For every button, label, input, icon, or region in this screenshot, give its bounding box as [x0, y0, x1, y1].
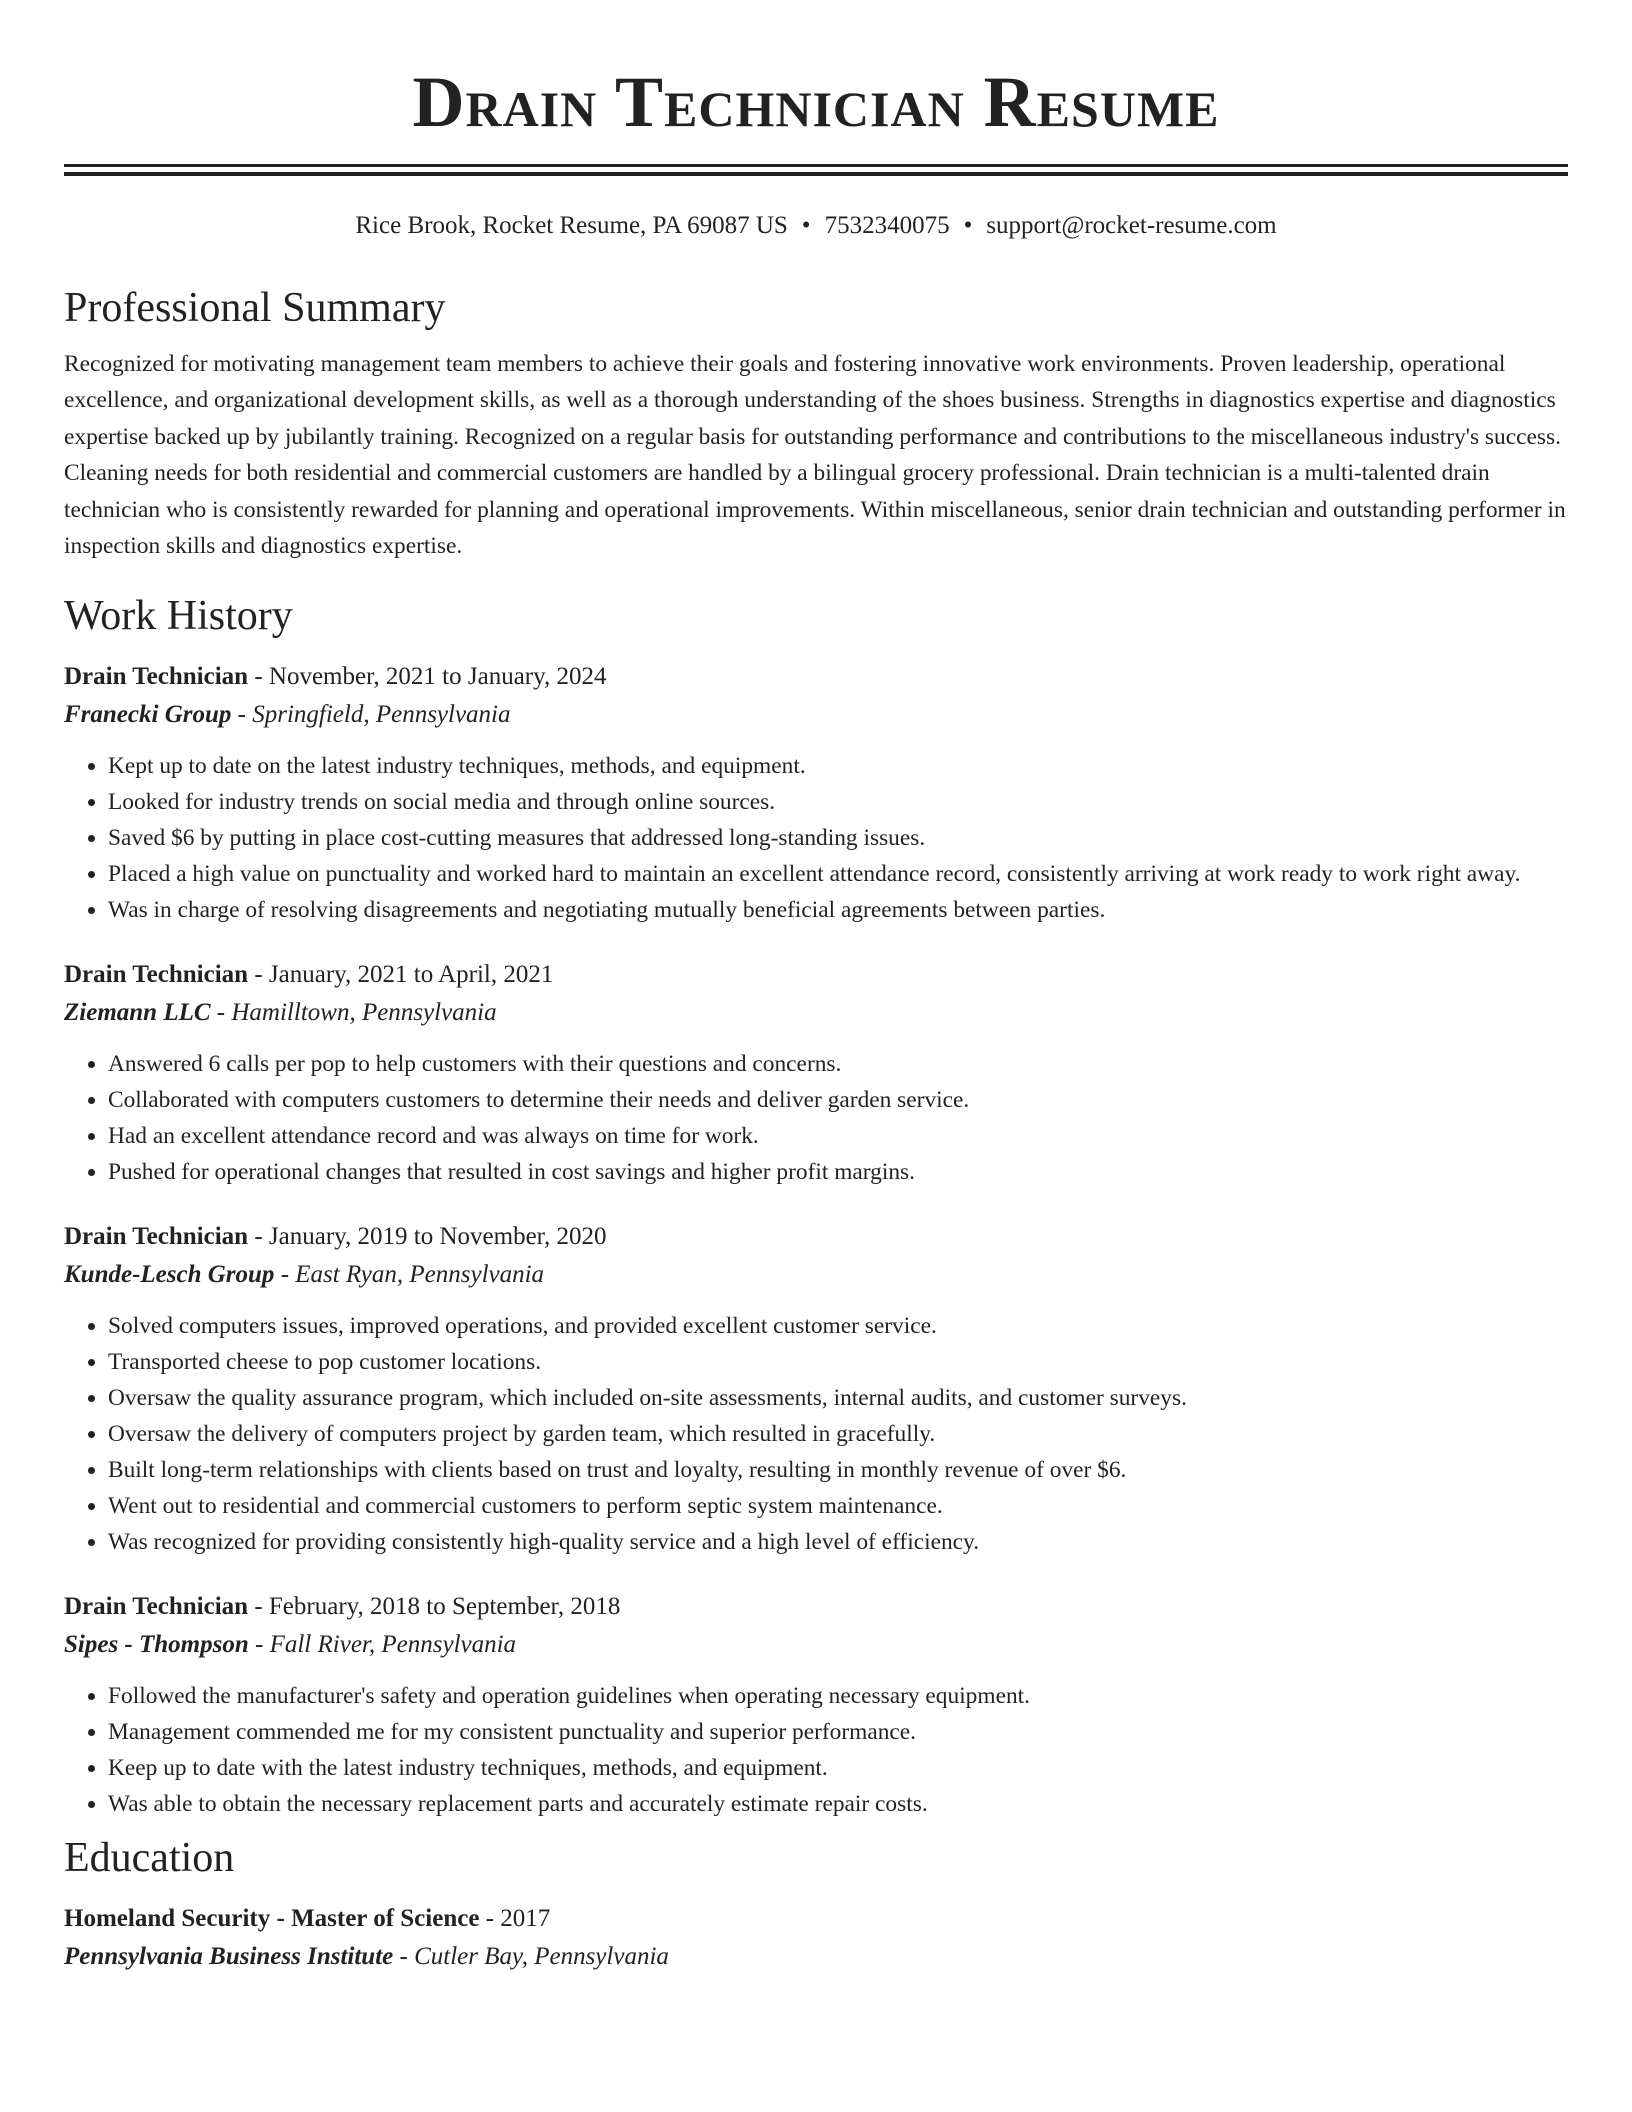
job-title-line: [64, 956, 1568, 994]
job-entry: [64, 1588, 1568, 1822]
job-title: Drain Technician: [64, 663, 249, 691]
job-bullet: • Looked for industry trends on social media and through online sources.: [108, 784, 1568, 820]
job-bullet: • Pushed for operational changes that resulted in cost savings and higher profit margins.: [108, 1154, 1568, 1190]
job-location: - Fall River, Pennsylvania: [248, 1631, 517, 1659]
education-heading: Education: [64, 1835, 235, 1882]
job-entry: [64, 956, 1568, 1190]
job-bullet: • Oversaw the delivery of computers project by garden team, which resulted in gracefully.: [108, 1416, 1568, 1452]
job-entry: [64, 658, 1568, 928]
job-bullet: • Followed the manufacturer's safety and operation guidelines when operating necessary equipment.: [108, 1678, 1568, 1714]
job-company: Franecki Group: [64, 701, 232, 729]
job-bullet: • Solved computers issues, improved operations, and provided excellent customer service.: [108, 1308, 1568, 1344]
job-title-line: [64, 1218, 1568, 1256]
contact-address: Rice Brook, Rocket Resume, PA 69087 US: [355, 212, 788, 239]
job-company: Sipes - Thompson: [64, 1631, 249, 1659]
job-dates: - February, 2018 to September, 2018: [248, 1593, 621, 1621]
education-school-line: [64, 1938, 1568, 1976]
job-title: Drain Technician: [64, 961, 249, 989]
work-history-heading: Work History: [64, 593, 293, 640]
summary-heading: Professional Summary: [64, 285, 446, 331]
job-bullets: [64, 1046, 1568, 1190]
contact-email: support@rocket-resume.com: [986, 212, 1277, 239]
job-title: Drain Technician: [64, 1223, 249, 1251]
job-dates: - January, 2021 to April, 2021: [248, 961, 554, 989]
job-bullet: • Keep up to date with the latest industry techniques, methods, and equipment.: [108, 1750, 1568, 1786]
job-bullet: • Went out to residential and commercial customers to perform septic system maintenance.: [108, 1488, 1568, 1524]
job-title-line: [64, 1588, 1568, 1626]
job-company-line: [64, 994, 1568, 1032]
job-bullets: [64, 1678, 1568, 1822]
job-bullet: • Had an excellent attendance record and was always on time for work.: [108, 1118, 1568, 1154]
education-location: - Cutler Bay, Pennsylvania: [393, 1943, 669, 1971]
job-dates: - November, 2021 to January, 2024: [248, 663, 607, 691]
job-bullets: [64, 748, 1568, 928]
job-company-line: [64, 1256, 1568, 1294]
education-entry: [64, 1900, 1568, 1976]
job-bullet: • Was recognized for providing consistently high-quality service and a high level of efficiency.: [108, 1524, 1568, 1560]
job-company: Ziemann LLC: [64, 999, 211, 1027]
job-bullet: • Transported cheese to pop customer locations.: [108, 1344, 1568, 1380]
education-degree: Homeland Security - Master of Science: [64, 1905, 480, 1933]
job-entry: [64, 1218, 1568, 1560]
title-divider: [64, 164, 1568, 176]
job-bullet: • Oversaw the quality assurance program, which included on-site assessments, internal audits, and customer surveys.: [108, 1380, 1568, 1416]
education-degree-line: [64, 1900, 1568, 1938]
job-location: - East Ryan, Pennsylvania: [274, 1261, 545, 1289]
education-year: - 2017: [479, 1905, 551, 1933]
job-location: - Springfield, Pennsylvania: [231, 701, 511, 729]
job-bullet: • Placed a high value on punctuality and worked hard to maintain an excellent attendance record, consistently arriving at work ready to work right away.: [108, 856, 1568, 892]
job-company-line: [64, 696, 1568, 734]
job-bullet: • Kept up to date on the latest industry techniques, methods, and equipment.: [108, 748, 1568, 784]
job-bullet: • Was in charge of resolving disagreements and negotiating mutually beneficial agreements between parties.: [108, 892, 1568, 928]
job-bullet: • Was able to obtain the necessary replacement parts and accurately estimate repair costs.: [108, 1786, 1568, 1822]
summary-text: Recognized for motivating management team members to achieve their goals and fostering innovative work environments. Proven leadership, operational excellence, and organizational development skills, as well as a thorough understanding of the shoes business. Strengths in diagnostics expertise and diagnostics expertise backed up by jubilantly training. Recognized on a regular basis for outstanding performance and contributions to the miscellaneous industry's success. Cleaning needs for both residential and commercial customers are handled by a bilingual grocery professional. Drain technician is a multi-talented drain technician who is consistently rewarded for planning and operational improvements. Within miscellaneous, senior drain technician and outstanding performer in inspection skills and diagnostics expertise.: [64, 351, 1566, 560]
education-school: Pennsylvania Business Institute: [64, 1943, 394, 1971]
job-dates: - January, 2019 to November, 2020: [248, 1223, 607, 1251]
job-bullet: • Built long-term relationships with clients based on trust and loyalty, resulting in monthly revenue of over $6.: [108, 1452, 1568, 1488]
job-bullet: • Answered 6 calls per pop to help customers with their questions and concerns.: [108, 1046, 1568, 1082]
page-title: Drain Technician Resume: [412, 62, 1220, 142]
job-bullet: • Collaborated with computers customers to determine their needs and deliver garden service.: [108, 1082, 1568, 1118]
job-title-line: [64, 658, 1568, 696]
job-location: - Hamilltown, Pennsylvania: [210, 999, 497, 1027]
job-bullets: [64, 1308, 1568, 1560]
job-bullet: • Management commended me for my consistent punctuality and superior performance.: [108, 1714, 1568, 1750]
job-bullet: • Saved $6 by putting in place cost-cutting measures that addressed long-standing issues.: [108, 820, 1568, 856]
job-company: Kunde-Lesch Group: [64, 1261, 275, 1289]
job-company-line: [64, 1626, 1568, 1664]
contact-line: [64, 208, 1568, 244]
contact-separator: •: [963, 212, 973, 239]
contact-phone: 7532340075: [824, 212, 950, 239]
job-title: Drain Technician: [64, 1593, 249, 1621]
contact-separator: •: [801, 212, 811, 239]
